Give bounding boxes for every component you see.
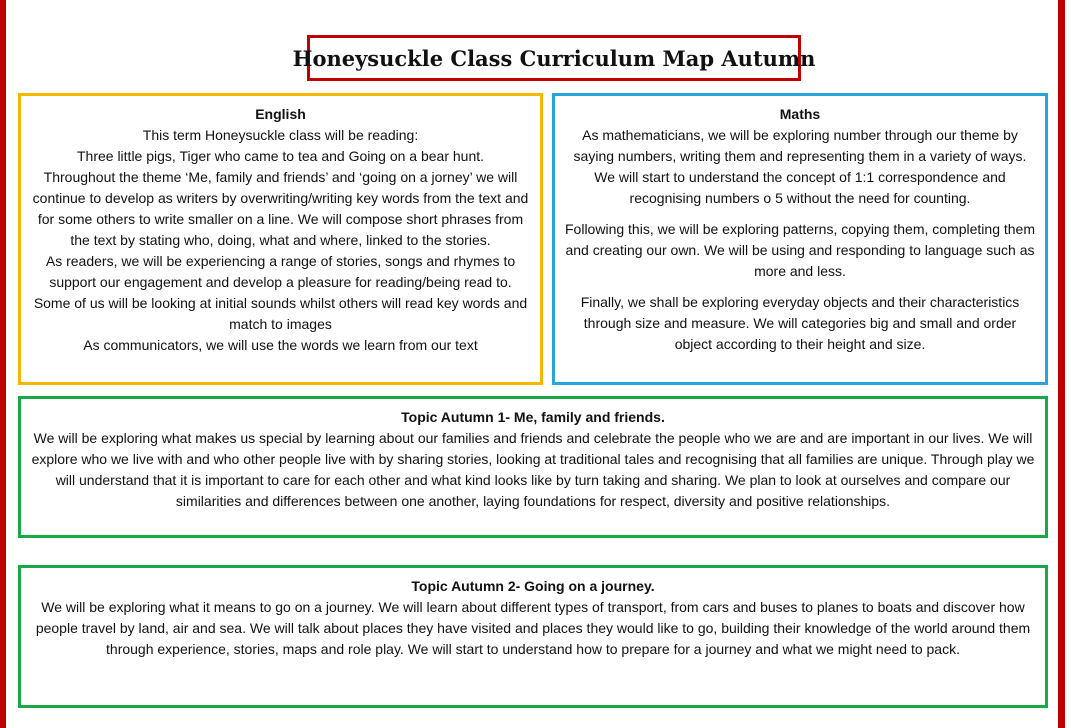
maths-panel <box>552 93 1048 385</box>
title-box <box>292 35 816 81</box>
maths-heading: Maths <box>779 106 821 122</box>
maths-paragraph: Following this, we will be exploring patterns, copying them, completing them and creating our own. We will be using and responding to language such as more and less. <box>565 221 1036 279</box>
topic-autumn-1-panel <box>18 396 1048 538</box>
topic-autumn-2-heading: Topic Autumn 2- Going on a journey. <box>411 578 655 594</box>
page-border-left <box>0 0 6 728</box>
page-title: Honeysuckle Class Curriculum Map Autumn <box>292 45 816 71</box>
topic-autumn-1-body: We will be exploring what makes us special by learning about our families and friends and celebrate the people who we are and are important in our lives. We will explore who we live with and who other people live with by sharing stories, looking at traditional tales and recognising that all families are unique. Through play we will understand that it is important to care for each other and what kind looks like by turn taking and sharing. We plan to look at ourselves and compare our similarities and differences between one another, laying foundations for respect, diversity and positive relationships. <box>31 430 1035 509</box>
english-line: Throughout the theme ‘Me, family and friends’ and ‘going on a jorney’ we will continue to develop as writers by overwriting/writing key words from the text and for some others to write smaller on a line. We will compose short phrases from the text by stating who, doing, what and where, linked to the stories. <box>32 169 529 248</box>
topic-autumn-2-panel <box>18 565 1048 708</box>
topic-autumn-1-heading: Topic Autumn 1- Me, family and friends. <box>401 409 665 425</box>
maths-paragraph: Finally, we shall be exploring everyday objects and their characteristics through size and measure. We will categories big and small and order object according to their height and size. <box>580 294 1020 352</box>
english-panel <box>18 93 543 385</box>
page-border-right <box>1058 0 1065 728</box>
english-line: As readers, we will be experiencing a range of stories, songs and rhymes to support our engagement and develop a pleasure for reading/being read to. Some of us will be looking at initial sounds whilst others will read key words and match to images <box>33 253 528 332</box>
english-line: As communicators, we will use the words we learn from our text <box>83 337 478 353</box>
english-heading: English <box>255 106 306 122</box>
english-line: This term Honeysuckle class will be reading: <box>142 127 419 143</box>
maths-paragraph: As mathematicians, we will be exploring number through our theme by saying numbers, writing them and representing them in a variety of ways. We will start to understand the concept of 1:1 correspondence and recognising numbers o 5 without the need for counting. <box>573 127 1027 206</box>
english-line: Three little pigs, Tiger who came to tea and Going on a bear hunt. <box>76 148 485 164</box>
topic-autumn-2-body: We will be exploring what it means to go on a journey. We will learn about different types of transport, from cars and buses to planes to boats and discover how people travel by land, air and sea. We will talk about places they have visited and places they would like to go, building their knowledge of the world around them through experience, stories, maps and role play. We will start to understand how to prepare for a journey and what we might need to pack. <box>35 599 1031 657</box>
